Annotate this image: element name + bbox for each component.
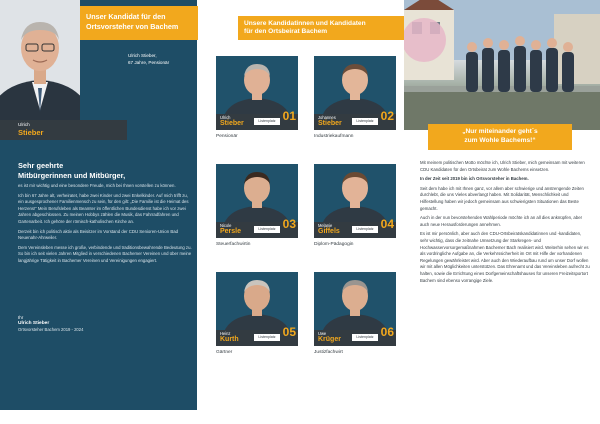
letter-paragraph: es ist mir wichtig und eine besondere Freude, mich bei Ihnen vorstellen zu können. <box>18 183 176 188</box>
candidate-occupation: Industriekaufmann <box>314 134 354 139</box>
left-banner <box>80 6 198 40</box>
candidate-name-plate <box>314 217 396 238</box>
signature-ihr: Ihr <box>18 315 24 320</box>
portrait-ulrich-stieber <box>0 0 80 140</box>
list-number: 01 <box>282 109 296 123</box>
list-number: 03 <box>282 217 296 231</box>
right-paragraph: Es ist mir persönlich, aber auch den CDU-Ortsbeiratskandidatinnen und -kandidaten, sehr wichtig, dass die zeitnahe Umsetzung der Starkregen- und Hochwasservorsorgemaßnahmen Bachemer Bach realisiert wird. Weiterhin sehen wir es als vordringliche Aufgabe an, die Verkehrssicherheit im Ort mit Hilfe der vorhandenen Regelungen gewährleistet wird. Aber auch den Wiederaufbau rund um unser Dorf wollen wir mit allen Möglichkeiten unterstützen. Das Ehrenamt und das Vereinsleben aufrecht zu halten, sowie die Errichtung eines Dorfgemeinschaftshauses für unseren Freizeitsportort Bachem sind ebenso vorrangige Ziele. <box>420 231 590 283</box>
quote-banner <box>428 124 572 150</box>
listenplatz-badge: Listenplatz <box>352 334 378 341</box>
signature <box>18 315 188 333</box>
left-subinfo <box>128 52 198 66</box>
candidate-last-name: Stieber <box>318 120 342 127</box>
section-banner-line2: für den Ortsbeirat Bachem <box>244 28 328 36</box>
candidate-photo <box>216 164 298 224</box>
letter-paragraph: Derzeit bin ich politisch aktiv als Beisitzer im Vorstand der CDU Senioren-Union Bad Neuenahr-Ahrweiler. <box>18 228 179 241</box>
greeting-heading <box>18 161 193 181</box>
candidate-occupation: Steuerfachwirtin <box>216 242 251 247</box>
quote-line2: zum Wohle Bachems!“ <box>464 136 536 144</box>
candidate-occupation: Justizfachwirt <box>314 350 343 355</box>
right-text-body <box>420 160 590 287</box>
main-first-name: Ulrich <box>18 122 30 127</box>
candidate-first-name: Melanie <box>318 223 333 228</box>
signature-name: Ulrich Stieber <box>18 321 50 326</box>
list-number: 05 <box>282 325 296 339</box>
quote-line1: „Nur miteinander geht´s <box>462 128 538 135</box>
section-banner-line1: Unsere Kandidatinnen und Kandidaten <box>244 20 366 27</box>
candidate-name-plate <box>314 109 396 130</box>
listenplatz-badge: Listenplatz <box>254 334 280 341</box>
right-paragraph: Mit meinem politischen Motto möchte ich, Ulrich Stieber, mich gemeinsam mit weiteren CDU Kandidaten für den Ortsbeirat zum Wohle Bachems einsetzen. <box>420 160 585 172</box>
candidate-photo <box>314 272 396 332</box>
right-paragraph: Seit dem habe ich mit Ihnen ganz, vor allem aber schwierige und anstrengende Zeiten durchlebt, die uns Vieles abverlangt haben. Mit Solidarität, Menschlichkeit und Hilfestellung haben wir jedoch gemeinsam aus schwierigsten Situationen das Beste gemacht. <box>420 185 584 211</box>
letter-paragraph: Dem Vereinsleben messe ich große, verbindende und traditionsbewahrende Bedeutung zu. So bin ich seit vielen Jahren Mitglied in verschiedenen Bachemer Vereinen und über meine langjährige Tätigkeit in Bachemer Vereinen und Vereinigungen engagiert. <box>18 244 192 263</box>
letter-body <box>18 183 193 268</box>
list-number: 04 <box>380 217 394 231</box>
candidate-occupation: Gärtner <box>216 350 233 355</box>
group-photo <box>404 0 600 130</box>
candidate-first-name: Nicole <box>220 223 232 228</box>
list-number: 06 <box>380 325 394 339</box>
candidate-occupation: Diplom-Pädagogin <box>314 242 354 247</box>
left-banner-line1: Unser Kandidat für den <box>86 12 166 21</box>
candidate-photo <box>216 56 298 116</box>
candidate-photo <box>216 272 298 332</box>
listenplatz-badge: Listenplatz <box>254 118 280 125</box>
list-number: 02 <box>380 109 394 123</box>
candidate-photo <box>314 164 396 224</box>
main-name-plate <box>0 120 127 140</box>
listenplatz-badge: Listenplatz <box>254 226 280 233</box>
right-paragraph-bold: In der Zeit seit 2019 bin ich Ortsvorsteher in Bachem. <box>420 176 529 182</box>
candidate-first-name: Ulrich <box>220 115 231 120</box>
letter-paragraph: Ich bin 67 Jahre alt, verheiratet, habe zwei Kinder und zwei Enkelkinder. Auf mich trifft zu, ein ausgesprochener Familienmensch zu sein, für den gilt: „Die Familie ist die Heimat des Herzens!“ Mein Berufsleben als Beamter im öffentlichen Bundesdienst habe ich vor zwei Jahren abgeschlossen. Zu meinen Hobbys zählen die Musik, das Fahrradfahren und Gartenarbeit. Ich gehöre der römisch-katholischen Kirche an. <box>18 192 189 224</box>
candidate-first-name: Heinz <box>220 331 231 336</box>
candidate-first-name: Uwe <box>318 331 327 336</box>
candidate-last-name: Giffels <box>318 228 340 235</box>
candidate-name-plate <box>314 325 396 346</box>
candidate-photo <box>314 56 396 116</box>
left-banner-line2: Ortsvorsteher von Bachem <box>86 22 179 31</box>
candidate-last-name: Kurth <box>220 336 239 343</box>
right-paragraph: Auch in der nun bevorstehenden Wahlperiode möchte ich an all dies anknüpfen, aber auch neue Herausforderungen annehmen. <box>420 215 583 227</box>
candidate-last-name: Stieber <box>220 120 244 127</box>
listenplatz-badge: Listenplatz <box>352 226 378 233</box>
bottom-strip <box>0 410 600 424</box>
subinfo-name: Ulrich Stieber, <box>128 53 157 58</box>
candidate-name-plate <box>216 217 298 238</box>
listenplatz-badge: Listenplatz <box>352 118 378 125</box>
candidate-last-name: Krüger <box>318 336 341 343</box>
signature-role: Ortsvorsteher Bachem 2019 - 2024 <box>18 327 84 332</box>
candidate-name-plate <box>216 109 298 130</box>
greeting-line1: Sehr geehrte <box>18 161 64 170</box>
candidate-name-plate <box>216 325 298 346</box>
candidate-occupation: Pensionär <box>216 134 238 139</box>
candidate-first-name: Johannes <box>318 115 336 120</box>
main-last-name: Stieber <box>18 128 44 137</box>
section-banner <box>238 16 414 40</box>
candidate-last-name: Persle <box>220 228 242 235</box>
greeting-line2: Mitbürgerinnen und Mitbürger, <box>18 171 126 180</box>
subinfo-age: 67 Jahre, Pensionär <box>128 60 170 65</box>
